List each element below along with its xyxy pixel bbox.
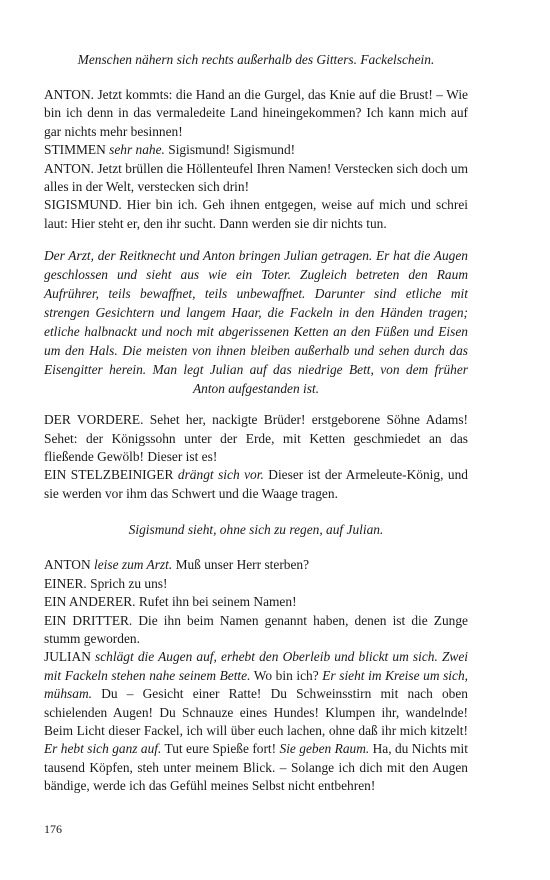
seg: Die ihn beim Namen genannt haben, denen ist die Zunge stumm geworden. — [44, 612, 468, 646]
page-body — [44, 50, 468, 796]
stage-direction-lower: Sigismund sieht, ohne sich zu regen, auf Julian. — [128, 522, 384, 538]
stage-direction-middle: Der Arzt, der Reitknecht und Anton bringen Julian getragen. Er hat die Augen geschlossen und sieht aus wie ein Toter. Zugleich betreten den Raum Aufrührer, teils bewaffnet, teils unbewaffnet. Darunter sind etliche mit strengen Gesichtern und langem Haar, die Fackeln in den Händen tragen; etliche halbnackt und noch mit abgerissenen Ketten an den Füßen und Eisen um den Hals. Die meisten von ihnen bleiben außerhalb und sehen durch das Eisengitter herein. Man legt Julian auf das niedrige Bett, von dem früher Anton aufgestanden ist. — [44, 248, 468, 397]
seg: Rufet ihn bei seinem Namen! — [138, 594, 297, 610]
seg: Jetzt kommts: die Hand an die Gurgel, das Knie auf die Brust! – Wie bin ich denn in das vermaledeite Land hineingekommen? Ich kann mich auf gar nichts mehr besinnen! — [44, 87, 468, 139]
speech-einer — [44, 575, 468, 593]
seg: schlägt die Augen auf, erhebt den Oberleib und blickt um sich. Zwei mit Fackeln stehen nahe seinem Bette. — [44, 649, 468, 683]
page-number: 176 — [44, 822, 62, 836]
seg: Wo bin ich? — [250, 667, 323, 683]
seg: Er hebt sich ganz auf. — [44, 741, 162, 757]
seg: Sehet her, nackigte Brüder! erstgeborene Söhne Adams! Sehet: der Königssohn unter der Erde, mit Ketten geschmiedet an das fließende Gewölb! Dieser ist es! — [44, 412, 468, 465]
seg: STIMMEN — [44, 142, 110, 158]
seg: ANTON. — [44, 160, 98, 176]
seg: SIGISMUND. — [44, 197, 127, 213]
seg: EINER. — [44, 575, 91, 591]
seg: Er sieht im Kreise um sich, mühsam. — [44, 667, 469, 702]
seg: Ha, du Nichts mit tausend Köpfen, steh unter meinem Blick. – Solange ich dich mit den Augen bändige, werde ich das Gefühl meines Selbst nicht entbehren! — [44, 741, 468, 794]
speech-anton-1 — [44, 86, 468, 141]
speech-anton-3 — [44, 556, 468, 574]
speech-der-vordere — [44, 411, 468, 466]
speech-sigismund — [44, 196, 468, 233]
seg: Sprich zu uns! — [90, 575, 168, 591]
seg: DER VORDERE. — [44, 412, 150, 428]
seg: drängt sich vor. — [177, 467, 264, 483]
seg: EIN STELZBEINIGER — [44, 467, 178, 483]
speech-julian — [44, 648, 468, 795]
seg: ANTON — [44, 557, 94, 573]
speech-ein-dritter — [44, 612, 468, 649]
seg: Du – Gesicht einer Ratte! Du Schweinsstirn mit nach oben schielenden Augen! Du Schnauze eines Hundes! Klumpen ihr, wandelnde! Beim Licht dieser Fackel, ich will über euch lachen, ohne daß ihr mich kitzelt! — [44, 686, 468, 738]
seg: leise zum Arzt. — [93, 557, 173, 573]
dialogue-block-1 — [44, 86, 468, 233]
seg: Dieser ist der Armeleute-König, und sie werden vor ihm das Schwert und die Waage tragen. — [44, 467, 468, 501]
seg: JULIAN — [44, 649, 95, 665]
seg: sehr nahe. — [109, 142, 165, 158]
dialogue-block-2 — [44, 411, 468, 503]
seg: Muß unser Herr sterben? — [172, 557, 310, 573]
seg: EIN ANDERER. — [44, 594, 139, 610]
speech-stelzbeiniger — [44, 466, 468, 503]
stage-direction-top: Menschen nähern sich rechts außerhalb des Gitters. Fackelschein. — [77, 52, 435, 67]
speech-anton-2 — [44, 160, 468, 197]
seg: Tut eure Spieße fort! — [161, 741, 280, 757]
seg: Hier bin ich. Geh ihnen entgegen, weise auf mich und schrei laut: Hier steht er, den ihr sucht. Dann werden sie dir nichts tun. — [44, 197, 468, 231]
seg: ANTON. — [44, 87, 98, 102]
seg: EIN DRITTER. — [44, 612, 139, 628]
seg: Sie geben Raum. — [279, 741, 370, 757]
seg: Jetzt brüllen die Höllenteufel Ihren Namen! Verstecken sich doch um alles in der Welt, verstecken sich drin! — [44, 160, 468, 195]
speech-stimmen — [44, 141, 468, 159]
seg: Sigismund! Sigismund! — [164, 142, 296, 158]
dialogue-block-3 — [44, 556, 468, 795]
speech-ein-anderer — [44, 593, 468, 611]
